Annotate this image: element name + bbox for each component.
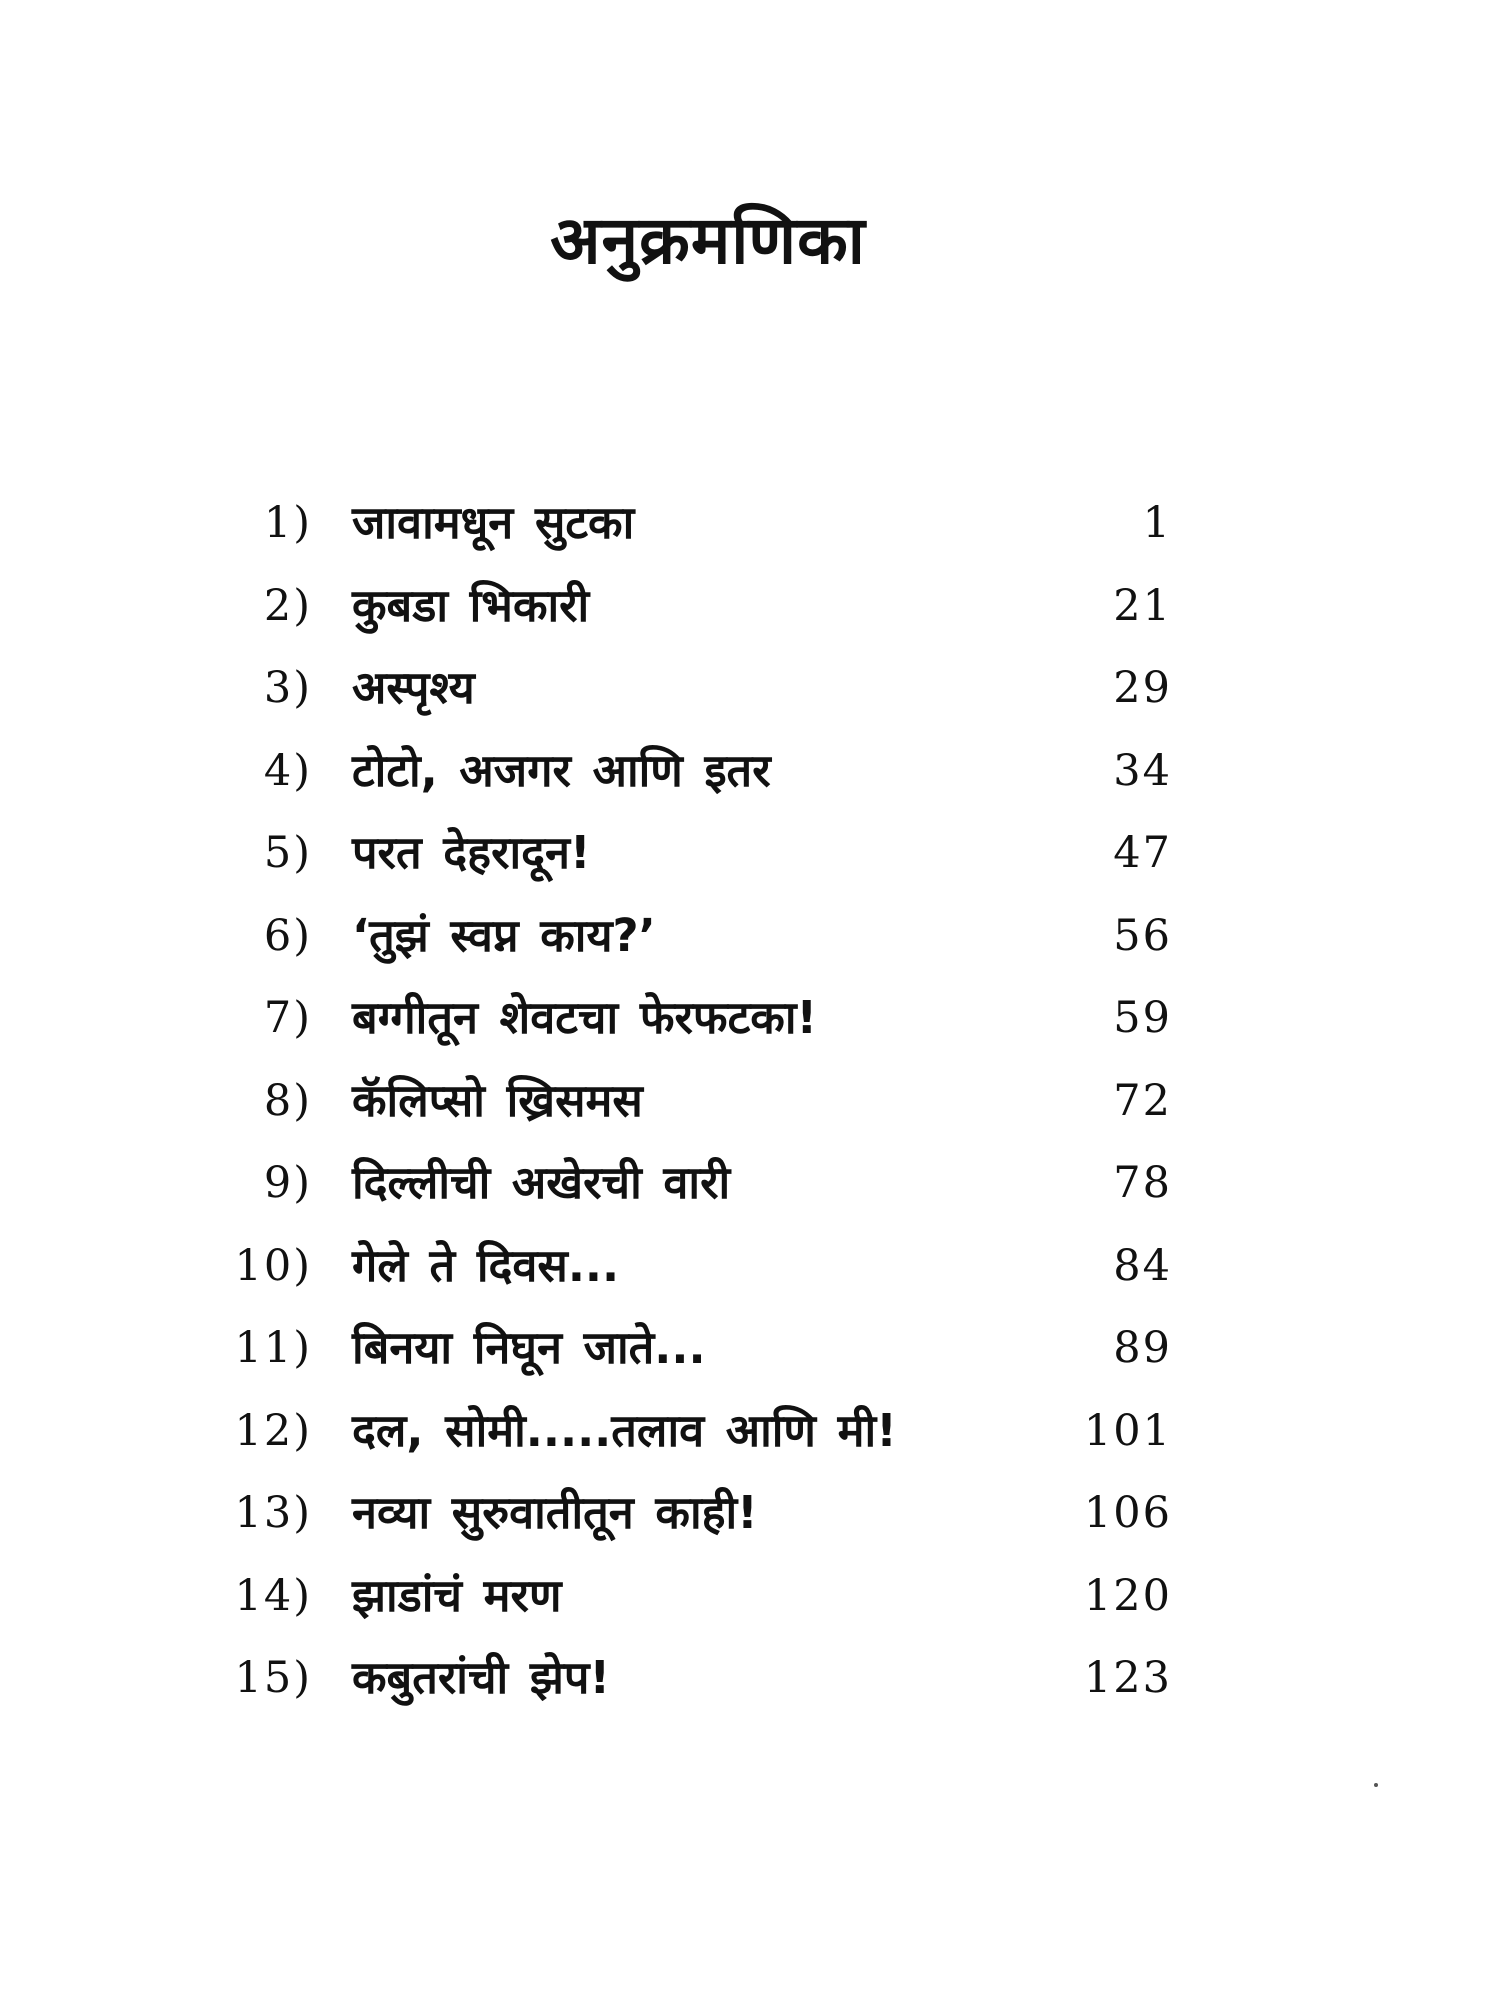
toc-entry [0, 1478, 1500, 1561]
ink-speck [1374, 1783, 1378, 1787]
toc-entry-page: 34 [1113, 745, 1172, 796]
toc-entry-page: 89 [1113, 1323, 1172, 1373]
toc-entry [0, 653, 1500, 736]
toc-entry-title: कुबडा भिकारी [352, 578, 590, 632]
toc-entry-page: 59 [1113, 993, 1172, 1043]
toc-entry-number: 2) [263, 580, 312, 631]
toc-entry-number: 3) [263, 663, 312, 713]
toc-entry-page: 1 [1142, 498, 1172, 548]
toc-entry-number: 4) [263, 745, 312, 796]
toc-entry-title: जावामधून सुटका [352, 496, 635, 549]
toc-entry-page: 78 [1113, 1158, 1172, 1208]
toc-entry-title: कबुतरांची झेप! [352, 1651, 610, 1704]
toc-entry-title: अस्पृश्य [352, 661, 475, 714]
toc-entry-title: परत देहरादून! [352, 826, 591, 879]
toc-entry [0, 1231, 1500, 1314]
toc-entry-number: 1) [263, 498, 312, 548]
toc-entry-number: 7) [263, 993, 312, 1043]
toc-entry [0, 488, 1500, 571]
toc-entry-number: 15) [234, 1653, 312, 1703]
toc-entry-page: 21 [1113, 580, 1172, 631]
toc-entry-number: 14) [234, 1570, 312, 1621]
toc-entry [0, 1643, 1500, 1726]
toc-entry-page: 84 [1113, 1240, 1172, 1291]
toc-entry-title: नव्या सुरुवातीतून काही! [352, 1486, 758, 1539]
toc-entry-number: 9) [263, 1158, 312, 1208]
toc-entry-title: कॅलिप्सो ख्रिसमस [352, 1073, 643, 1127]
toc-entry-title: गेले ते दिवस... [352, 1238, 620, 1292]
toc-entry-number: 6) [263, 910, 312, 961]
toc-entry [0, 818, 1500, 901]
toc-entry-page: 47 [1113, 828, 1172, 878]
toc-entry-number: 5) [263, 828, 312, 878]
toc-entry-page: 29 [1113, 663, 1172, 713]
toc-entry-number: 11) [234, 1323, 312, 1373]
page-title: अनुक्रमणिका [550, 202, 866, 279]
toc-entry-page: 101 [1083, 1405, 1172, 1456]
toc-entry [0, 736, 1500, 819]
toc-entry [0, 1066, 1500, 1149]
toc-entry-page: 120 [1083, 1570, 1172, 1621]
toc-entry-number: 13) [234, 1488, 312, 1538]
toc-entry-number: 8) [263, 1075, 312, 1126]
toc-entry [0, 1313, 1500, 1396]
toc-entry [0, 1148, 1500, 1231]
toc-entry [0, 983, 1500, 1066]
toc-entry [0, 571, 1500, 654]
toc-entry-number: 10) [234, 1240, 312, 1291]
table-of-contents [0, 488, 1500, 1726]
toc-entry [0, 901, 1500, 984]
toc-entry-page: 72 [1113, 1075, 1172, 1126]
toc-entry-title: बिनया निघून जाते... [352, 1321, 706, 1374]
toc-entry [0, 1396, 1500, 1479]
toc-entry-number: 12) [234, 1405, 312, 1456]
toc-entry-title: टोटो, अजगर आणि इतर [352, 743, 771, 797]
toc-entry-title: बग्गीतून शेवटचा फेरफटका! [352, 991, 818, 1044]
toc-entry-page: 106 [1083, 1488, 1172, 1538]
toc-entry-title: दिल्लीची अखेरची वारी [352, 1156, 731, 1209]
toc-entry-title: ‘तुझं स्वप्न काय?’ [352, 908, 656, 962]
toc-entry-title: झाडांचं मरण [352, 1568, 562, 1622]
toc-entry-title: दल, सोमी.....तलाव आणि मी! [352, 1403, 897, 1457]
toc-entry-page: 123 [1083, 1653, 1172, 1703]
toc-entry-page: 56 [1113, 910, 1172, 961]
toc-entry [0, 1561, 1500, 1644]
